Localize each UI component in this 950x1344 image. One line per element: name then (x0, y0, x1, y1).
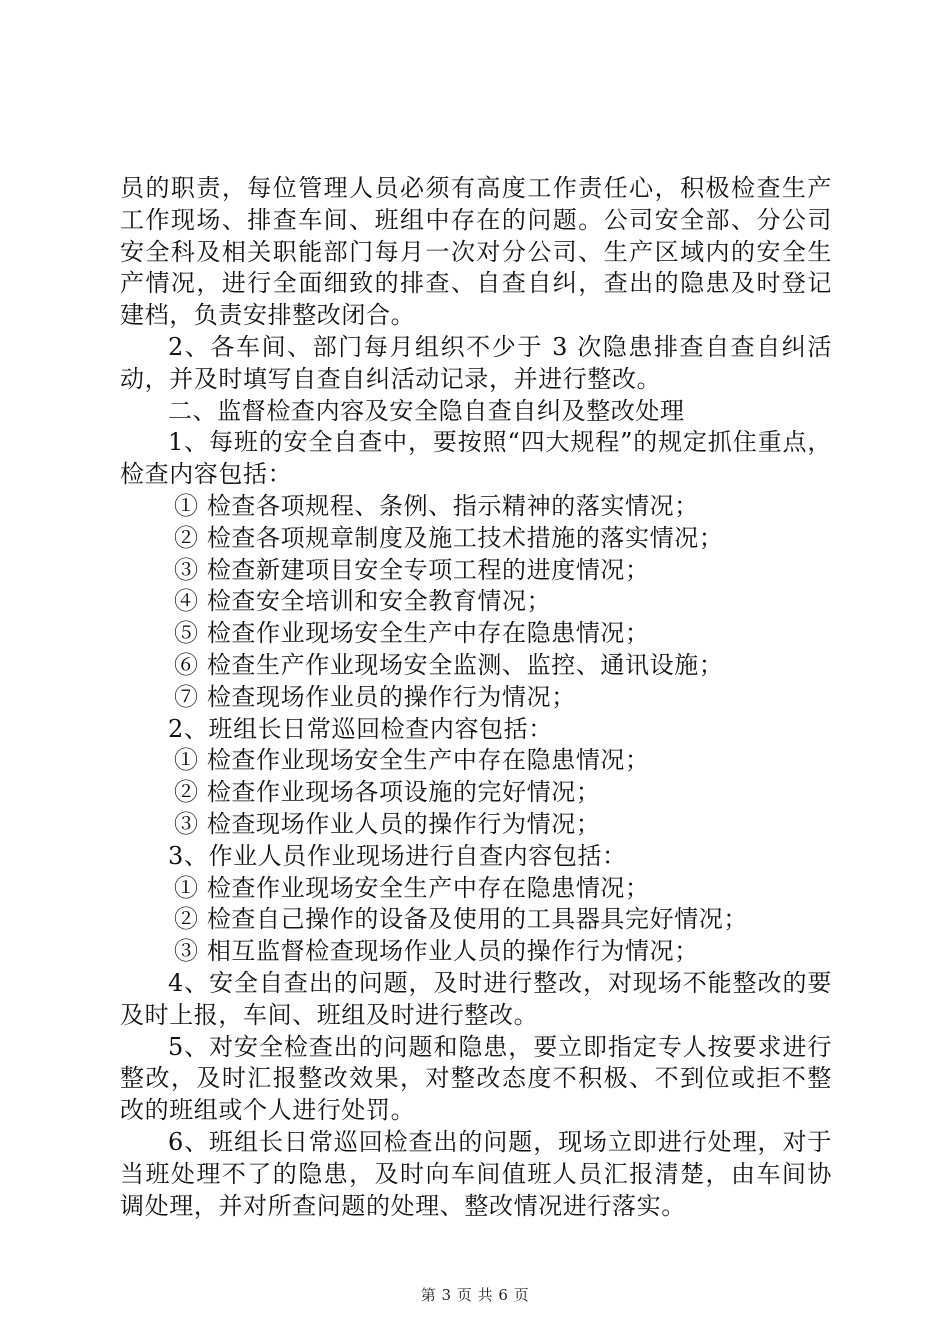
document-body (120, 173, 832, 1222)
list-item: ⑥ 检查生产作业现场安全监测、监控、通讯设施； (174, 650, 724, 679)
list-item: ① 检查作业现场安全生产中存在隐患情况； (174, 746, 650, 775)
section-heading-2: 二、监督检查内容及安全隐自查自纠及整改处理 (168, 396, 685, 425)
paragraph-continuation: 员的职责，每位管理人员必须有高度工作责任心，积极检查生产工作现场、排查车间、班组中存在的问题。公司安全部、分公司安全科及相关职能部门每月一次对分公司、生产区域内的安全生产情况，进行全面细致的排查、自查自纠，查出的隐患及时登记建档，负责安排整改闭合。 (120, 174, 832, 330)
list-item: ② 检查各项规章制度及施工技术措施的落实情况； (174, 523, 724, 552)
paragraph-item-4-rectification: 4、安全自查出的问题，及时进行整改，对现场不能整改的要及时上报，车间、班组及时进行整改。 (120, 968, 832, 1029)
list-item: ② 检查作业现场各项设施的完好情况； (174, 778, 601, 807)
list-item: ⑦ 检查现场作业员的操作行为情况； (174, 682, 576, 711)
paragraph-item-2-monthly-activities: 2、各车间、部门每月组织不少于 3 次隐患排查自查自纠活动，并及时填写自查自纠活动记录，并进行整改。 (120, 332, 832, 393)
paragraph-worker-self-check: 3、作业人员作业现场进行自查内容包括： (168, 841, 627, 870)
list-item: ⑤ 检查作业现场安全生产中存在隐患情况； (174, 619, 650, 648)
list-item: ③ 检查新建项目安全专项工程的进度情况； (174, 555, 650, 584)
page-number-footer: 第 3 页 共 6 页 (420, 1286, 530, 1304)
list-item: ③ 检查现场作业人员的操作行为情况； (174, 809, 601, 838)
list-item: ③ 相互监督检查现场作业人员的操作行为情况； (174, 937, 699, 966)
list-item: ② 检查自己操作的设备及使用的工具器具完好情况； (174, 905, 749, 934)
paragraph-item-6-handling: 6、班组长日常巡回检查出的问题，现场立即进行处理，对于当班处理不了的隐患，及时向车间值班人员汇报清楚，由车间协调处理，并对所查问题的处理、整改情况进行落实。 (120, 1127, 832, 1220)
list-item: ① 检查作业现场安全生产中存在隐患情况； (174, 873, 650, 902)
paragraph-team-leader-patrol: 2、班组长日常巡回检查内容包括： (168, 714, 553, 743)
paragraph-item-5-penalties: 5、对安全检查出的问题和隐患，要立即指定专人按要求进行整改，及时汇报整改效果，对整改态度不积极、不到位或拒不整改的班组或个人进行处罚。 (120, 1032, 832, 1125)
paragraph-shift-self-check: 1、每班的安全自查中，要按照“四大规程”的规定抓住重点，检查内容包括： (120, 428, 832, 489)
list-item: ④ 检查安全培训和安全教育情况； (174, 587, 552, 616)
list-item: ① 检查各项规程、条例、指示精神的落实情况； (174, 491, 699, 520)
